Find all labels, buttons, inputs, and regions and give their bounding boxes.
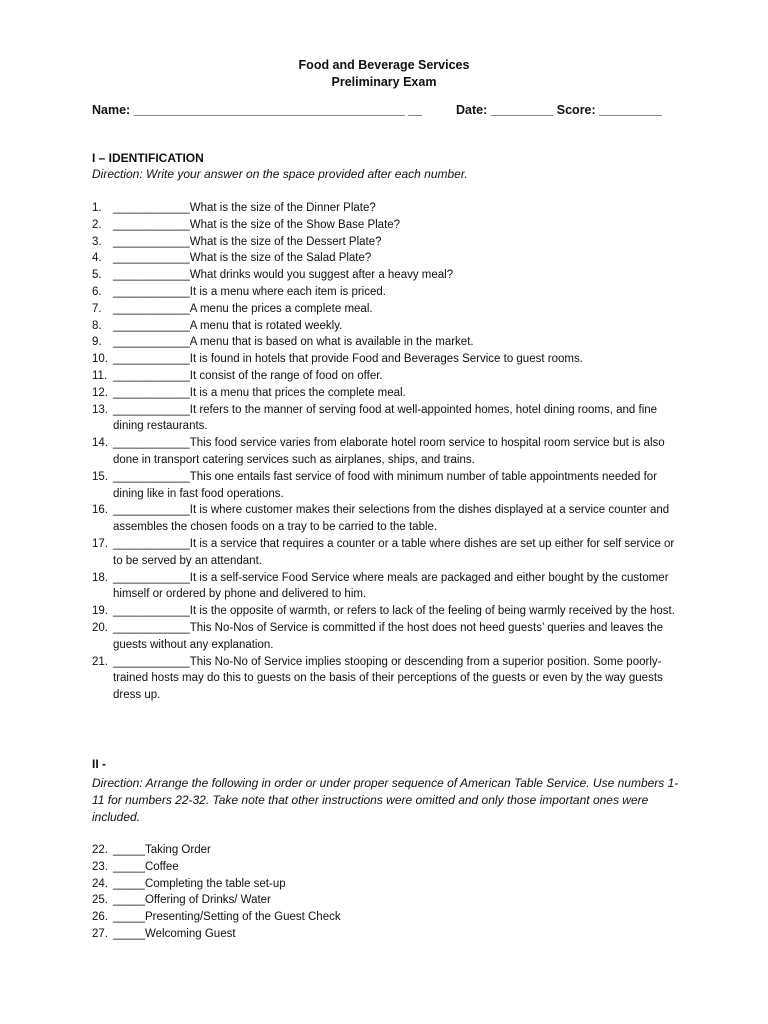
item-text: It refers to the manner of serving food at well-appointed homes, hotel dining rooms, and fine dining restaurants. bbox=[113, 403, 658, 433]
list-item bbox=[92, 234, 684, 251]
item-number: 10. bbox=[92, 353, 108, 366]
item-text: It is found in hotels that provide Food and Beverages Service to guest rooms. bbox=[189, 353, 583, 366]
answer-blank: ____________ bbox=[113, 285, 190, 298]
item-number: 7. bbox=[92, 302, 102, 315]
list-item bbox=[92, 876, 684, 893]
answer-blank: ____________ bbox=[113, 319, 190, 332]
item-number: 24. bbox=[92, 877, 108, 890]
item-text: It is a menu where each item is priced. bbox=[189, 285, 386, 298]
item-number: 12. bbox=[92, 386, 108, 399]
answer-blank: ____________ bbox=[113, 621, 190, 634]
header-fields bbox=[92, 103, 662, 117]
section-2-direction: Direction: Arrange the following in order or under proper sequence of American Table Service. Use numbers 1-11 for numbers 22-32. Take note that other instructions were omitted and only those important ones were included. bbox=[92, 776, 679, 824]
answer-blank: _____ bbox=[113, 927, 145, 940]
section-2-heading: II - bbox=[92, 757, 106, 771]
answer-blank: ____________ bbox=[113, 403, 190, 416]
list-item bbox=[92, 318, 684, 335]
item-number: 25. bbox=[92, 894, 108, 907]
answer-blank: ____________ bbox=[113, 269, 190, 282]
item-text: It is a menu that prices the complete meal. bbox=[189, 386, 406, 399]
item-text: Welcoming Guest bbox=[144, 927, 236, 940]
item-number: 19. bbox=[92, 605, 108, 618]
item-text: A menu that is based on what is available in the market. bbox=[189, 336, 474, 349]
list-item bbox=[92, 250, 684, 267]
list-item bbox=[92, 284, 684, 301]
list-item bbox=[92, 654, 684, 704]
item-number: 20. bbox=[92, 621, 108, 634]
exam-subtitle: Preliminary Exam bbox=[331, 75, 437, 89]
item-text: Taking Order bbox=[144, 844, 211, 856]
item-text: Coffee bbox=[144, 860, 179, 873]
answer-blank: _____ bbox=[113, 860, 145, 873]
list-item bbox=[92, 892, 684, 909]
list-item bbox=[92, 351, 684, 368]
answer-blank: ____________ bbox=[113, 386, 190, 399]
list-item bbox=[92, 502, 684, 536]
item-text: Offering of Drinks/ Water bbox=[144, 894, 271, 907]
list-item bbox=[92, 267, 684, 284]
item-number: 16. bbox=[92, 504, 108, 517]
list-item bbox=[92, 334, 684, 351]
item-number: 5. bbox=[92, 269, 102, 282]
item-text: It is the opposite of warmth, or refers to lack of the feeling of being warmly received by the host. bbox=[189, 605, 675, 618]
list-item bbox=[92, 926, 684, 943]
answer-blank: ____________ bbox=[113, 504, 190, 517]
list-item bbox=[92, 200, 684, 217]
answer-blank: ____________ bbox=[113, 605, 190, 618]
item-text: This No-Nos of Service is committed if the host does not heed guests’ queries and leaves the guests without any explanation. bbox=[113, 621, 663, 651]
item-text: This food service varies from elaborate hotel room service to hospital room service but is also done in transport catering services such as airplanes, ships, and trains. bbox=[113, 437, 665, 466]
item-text: What is the size of the Dessert Plate? bbox=[189, 235, 382, 248]
item-number: 15. bbox=[92, 470, 108, 483]
list-item bbox=[92, 435, 684, 469]
list-item bbox=[92, 469, 684, 503]
answer-blank: _____ bbox=[113, 911, 145, 924]
item-text: It consist of the range of food on offer. bbox=[189, 369, 383, 382]
item-number: 11. bbox=[92, 369, 108, 382]
item-text: It is where customer makes their selections from the dishes displayed at a service counter and assembles the chosen foods on a tray to be carried to the table. bbox=[113, 504, 670, 534]
item-number: 23. bbox=[92, 860, 108, 873]
item-text: A menu that is rotated weekly. bbox=[189, 319, 343, 332]
item-text: A menu the prices a complete meal. bbox=[189, 302, 373, 315]
answer-blank: ____________ bbox=[113, 202, 190, 214]
answer-blank: ____________ bbox=[113, 353, 190, 366]
answer-blank: ____________ bbox=[113, 537, 190, 550]
list-item bbox=[92, 859, 684, 876]
answer-blank: _____ bbox=[113, 844, 145, 856]
list-item bbox=[92, 385, 684, 402]
answer-blank: ____________ bbox=[113, 235, 190, 248]
list-item bbox=[92, 570, 684, 604]
item-number: 17. bbox=[92, 537, 108, 550]
item-number: 6. bbox=[92, 285, 102, 298]
exam-title: Food and Beverage Services bbox=[298, 58, 470, 72]
answer-blank: ____________ bbox=[113, 369, 190, 382]
item-number: 26. bbox=[92, 911, 108, 924]
item-number: 8. bbox=[92, 319, 102, 332]
answer-blank: ____________ bbox=[113, 571, 190, 584]
item-number: 18. bbox=[92, 571, 108, 584]
answer-blank: ____________ bbox=[113, 252, 190, 265]
list-item bbox=[92, 603, 684, 620]
list-item bbox=[92, 909, 684, 926]
sequence-list bbox=[92, 842, 684, 943]
name-field: Name: _______________________________________ __ bbox=[92, 103, 423, 117]
item-number: 4. bbox=[92, 252, 102, 265]
item-text: This one entails fast service of food with minimum number of table appointments needed for dining like in fast food operations. bbox=[113, 470, 658, 500]
item-number: 27. bbox=[92, 927, 108, 940]
section-1-heading: I – IDENTIFICATION bbox=[92, 151, 204, 165]
answer-blank: _____ bbox=[113, 894, 145, 907]
item-text: What is the size of the Salad Plate? bbox=[189, 252, 372, 265]
item-text: What drinks would you suggest after a heavy meal? bbox=[189, 269, 454, 282]
item-number: 9. bbox=[92, 336, 102, 349]
section-1-direction: Direction: Write your answer on the space provided after each number. bbox=[92, 167, 468, 181]
answer-blank: ____________ bbox=[113, 302, 190, 315]
item-text: Completing the table set-up bbox=[144, 877, 286, 890]
answer-blank: ____________ bbox=[113, 437, 190, 450]
item-text: It is a self-service Food Service where meals are packaged and either bought by the customer himself or ordered by phone and delivered to him. bbox=[113, 571, 669, 601]
item-number: 21. bbox=[92, 655, 108, 668]
answer-blank: ____________ bbox=[113, 470, 190, 483]
item-text: Presenting/Setting of the Guest Check bbox=[144, 911, 341, 924]
item-number: 13. bbox=[92, 403, 108, 416]
item-text: What is the size of the Show Base Plate? bbox=[189, 218, 401, 231]
item-text: This No-No of Service implies stooping or descending from a superior position. Some poorly-trained hosts may do this to guests on the basis of their perceptions of the guests or even by the way guests dress up. bbox=[113, 655, 663, 702]
list-item bbox=[92, 368, 684, 385]
item-text: What is the size of the Dinner Plate? bbox=[189, 202, 376, 214]
list-item bbox=[92, 620, 684, 654]
item-number: 1. bbox=[92, 202, 102, 214]
item-number: 2. bbox=[92, 218, 102, 231]
item-number: 3. bbox=[92, 235, 102, 248]
identification-list bbox=[92, 200, 684, 704]
list-item bbox=[92, 842, 684, 859]
date-score-field: Date: _________ Score: _________ bbox=[456, 103, 662, 117]
list-item bbox=[92, 536, 684, 570]
answer-blank: _____ bbox=[113, 877, 145, 890]
item-number: 14. bbox=[92, 437, 108, 450]
item-number: 22. bbox=[92, 844, 108, 856]
list-item bbox=[92, 402, 684, 436]
answer-blank: ____________ bbox=[113, 655, 190, 668]
answer-blank: ____________ bbox=[113, 218, 190, 231]
item-text: It is a service that requires a counter or a table where dishes are set up either for self service or to be served by an attendant. bbox=[113, 537, 675, 567]
answer-blank: ____________ bbox=[113, 336, 190, 349]
list-item bbox=[92, 301, 684, 318]
list-item bbox=[92, 217, 684, 234]
